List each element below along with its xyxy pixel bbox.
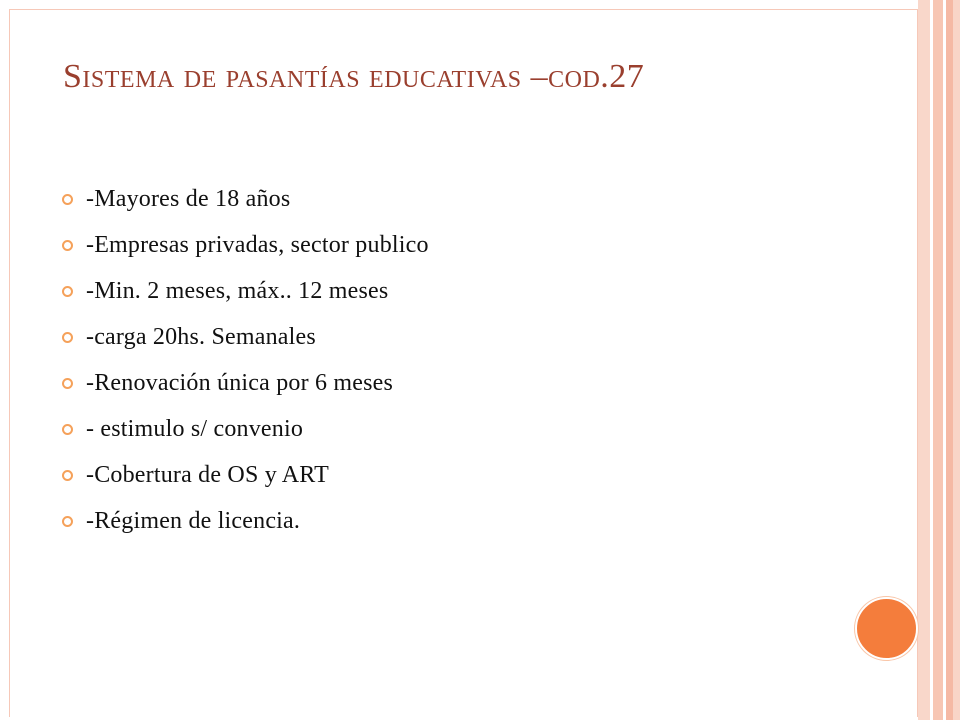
- decorative-stripe: [953, 0, 960, 720]
- decorative-stripe: [946, 0, 953, 720]
- bullet-text: -Renovación única por 6 meses: [86, 369, 394, 396]
- bullet-text: -Mayores de 18 años: [86, 185, 291, 212]
- bullet-item: [62, 222, 429, 268]
- bullet-item: [62, 406, 429, 452]
- bullet-text: -Min. 2 meses, máx.. 12 meses: [86, 277, 389, 304]
- bullet-text: -Empresas privadas, sector publico: [86, 231, 429, 258]
- decorative-circle: [855, 597, 918, 660]
- circle-bullet-icon: [62, 332, 73, 343]
- circle-bullet-icon: [62, 240, 73, 251]
- bullet-text: - estimulo s/ convenio: [86, 415, 304, 442]
- decorative-stripe: [933, 0, 943, 720]
- bullet-item: [62, 452, 429, 498]
- circle-bullet-icon: [62, 424, 73, 435]
- circle-bullet-icon: [62, 516, 73, 527]
- bullet-item: [62, 268, 429, 314]
- bullet-text: -carga 20hs. Semanales: [86, 323, 316, 350]
- bullet-list: [62, 176, 429, 544]
- circle-bullet-icon: [62, 194, 73, 205]
- slide-title: Sistema de pasantías educativas –cod.27: [63, 58, 645, 95]
- bullet-item: [62, 498, 429, 544]
- bullet-text: -Régimen de licencia.: [86, 507, 301, 534]
- bullet-item: [62, 176, 429, 222]
- circle-bullet-icon: [62, 470, 73, 481]
- circle-bullet-icon: [62, 378, 73, 389]
- decorative-stripe: [918, 0, 930, 720]
- bullet-item: [62, 314, 429, 360]
- bullet-text: -Cobertura de OS y ART: [86, 461, 329, 488]
- circle-bullet-icon: [62, 286, 73, 297]
- bullet-item: [62, 360, 429, 406]
